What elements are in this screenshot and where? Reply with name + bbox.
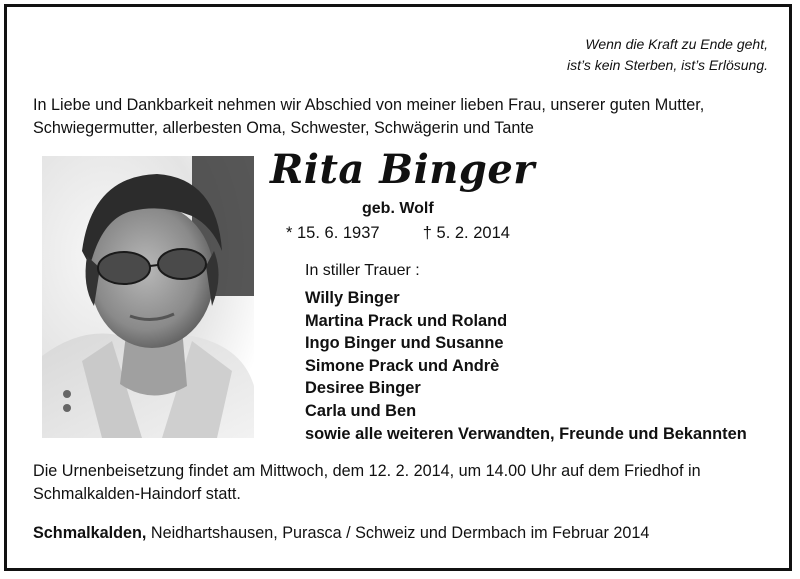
ceremony-line: Schmalkalden-Haindorf statt. [33,485,241,503]
death-date: † 5. 2. 2014 [422,224,510,242]
mourner-name: Simone Prack und Andrè [305,356,500,375]
ceremony-line: Die Urnenbeisetzung findet am Mittwoch, dem 12. 2. 2014, um 14.00 Uhr auf dem Friedhof in [33,462,701,480]
mourner-name: Carla und Ben [305,401,417,420]
mourners-list [305,287,747,445]
birth-date: * 15. 6. 1937 [286,224,380,242]
motto-line: Wenn die Kraft zu Ende geht, [585,36,768,52]
places-line [33,524,649,543]
mourner-name: Ingo Binger und Susanne [305,334,504,353]
maiden-name: geb. Wolf [362,200,434,217]
ceremony-info [33,460,773,506]
mourning-label: In stiller Trauer : [305,262,420,279]
portrait-photo [42,156,254,438]
intro-line: In Liebe und Dankbarkeit nehmen wir Abschied von meiner lieben Frau, unserer guten Mutter, [33,96,705,114]
mourner-name: Willy Binger [305,289,400,307]
place-main: Schmalkalden, [33,524,147,542]
mourner-name: Desiree Binger [305,379,421,398]
motto-line: ist’s kein Sterben, ist’s Erlösung. [566,57,768,73]
intro-text [33,94,773,140]
place-rest: Neidhartshausen, Purasca / Schweiz und Dermbach im Februar 2014 [146,524,650,542]
mourner-name: sowie alle weiteren Verwandten, Freunde und Bekannten [305,424,747,443]
life-dates [286,224,510,243]
motto-quote [567,34,768,76]
deceased-name: Rita Binger [270,146,535,193]
intro-line: Schwiegermutter, allerbesten Oma, Schwester, Schwägerin und Tante [33,119,534,137]
mourner-name: Martina Prack und Roland [305,311,508,330]
